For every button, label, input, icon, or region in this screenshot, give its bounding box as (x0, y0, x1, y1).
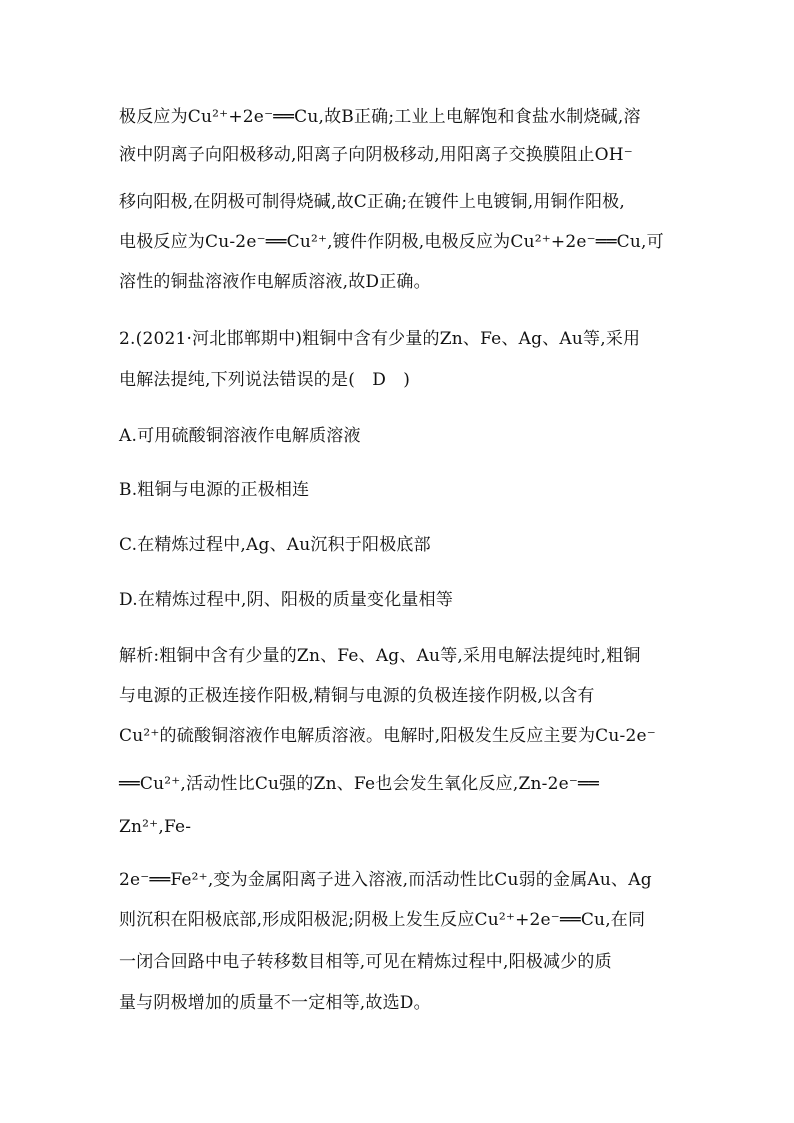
analysis-line: ══Cu²⁺,活动性比Cu强的Zn、Fe也会发生氧化反应,Zn-2e⁻══ (119, 774, 599, 794)
analysis-line: 与电源的正极连接作阳极,精铜与电源的负极连接作阴极,以含有 (119, 686, 595, 706)
analysis-line: 2e⁻══Fe²⁺,变为金属阳离子进入溶液,而活动性比Cu弱的金属Au、Ag (119, 870, 652, 890)
analysis-line: Zn²⁺,Fe- (119, 817, 192, 837)
option-c: C.在精炼过程中,Ag、Au沉积于阳极底部 (119, 535, 431, 555)
text-line: 移向阳极,在阴极可制得烧碱,故C正确;在镀件上电镀铜,用铜作阳极, (119, 192, 625, 212)
text-line: 液中阴离子向阳极移动,阳离子向阴极移动,用阳离子交换膜阻止OH⁻ (119, 145, 633, 165)
question-stem: 电解法提纯,下列说法错误的是( D ) (119, 370, 411, 390)
question-stem: 2.(2021·河北邯郸期中)粗铜中含有少量的Zn、Fe、Ag、Au等,采用 (119, 329, 641, 349)
text-line: 溶性的铜盐溶液作电解质溶液,故D正确。 (119, 272, 431, 292)
text-line: 电极反应为Cu-2e⁻══Cu²⁺,镀件作阴极,电极反应为Cu²⁺+2e⁻══Cu,可 (119, 232, 664, 252)
analysis-line: 解析:粗铜中含有少量的Zn、Fe、Ag、Au等,采用电解法提纯时,粗铜 (119, 646, 641, 666)
analysis-line: 一闭合回路中电子转移数目相等,可见在精炼过程中,阳极减少的质 (119, 952, 612, 972)
analysis-line: 量与阴极增加的质量不一定相等,故选D。 (119, 993, 431, 1013)
analysis-line: 则沉积在阳极底部,形成阳极泥;阴极上发生反应Cu²⁺+2e⁻══Cu,在同 (119, 910, 646, 930)
option-a: A.可用硫酸铜溶液作电解质溶液 (119, 426, 361, 446)
option-b: B.粗铜与电源的正极相连 (119, 480, 310, 500)
option-d: D.在精炼过程中,阴、阳极的质量变化量相等 (119, 590, 454, 610)
text-line: 极反应为Cu²⁺+2e⁻══Cu,故B正确;工业上电解饱和食盐水制烧碱,溶 (119, 107, 641, 127)
analysis-line: Cu²⁺的硫酸铜溶液作电解质溶液。电解时,阳极发生反应主要为Cu-2e⁻ (119, 726, 656, 746)
